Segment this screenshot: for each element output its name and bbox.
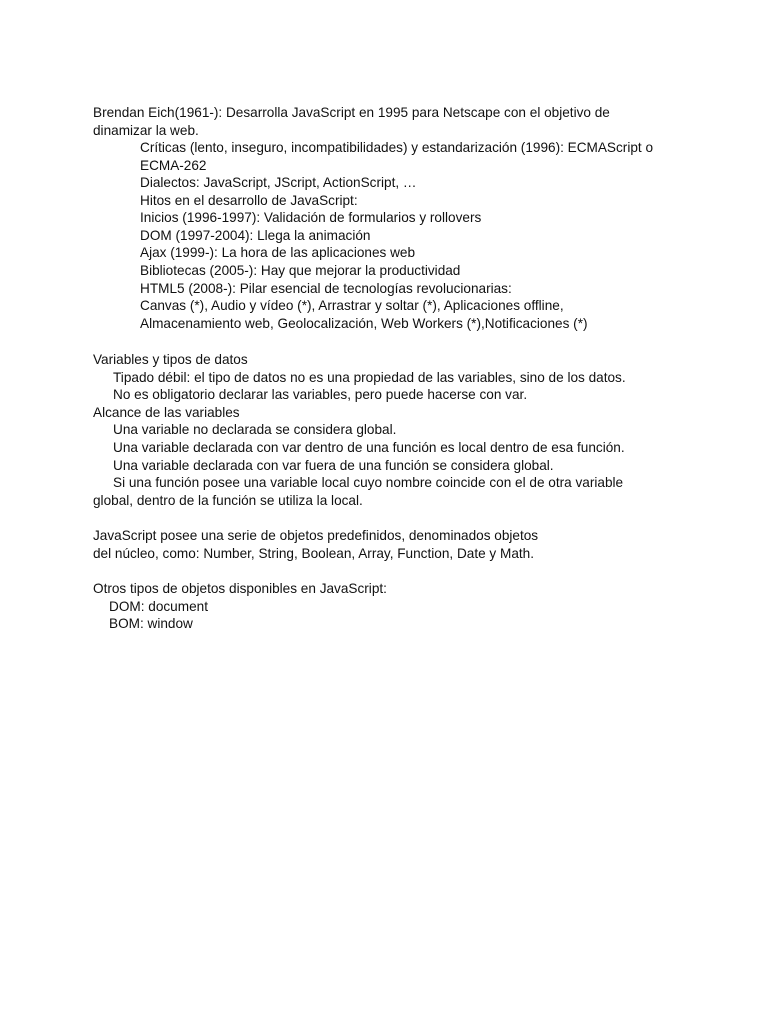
objects-line-1: JavaScript posee una serie de objetos predefinidos, denominados objetos — [93, 528, 539, 543]
history-item-hitos: Hitos en el desarrollo de JavaScript: — [140, 193, 358, 208]
history-item-criticas: Críticas (lento, inseguro, incompatibilidades) y estandarización (1996): ECMAScript o ECMA-262 — [140, 140, 654, 173]
history-item-ajax: Ajax (1999-): La hora de las aplicaciones web — [140, 245, 416, 260]
scope-item-no-declarada: Una variable no declarada se considera global. — [113, 422, 397, 437]
history-item-canvas: Canvas (*), Audio y vídeo (*), Arrastrar y soltar (*), Aplicaciones offline, Almacenamiento web, Geolocalización, Web Workers (*),Notificaciones (*) — [140, 298, 588, 331]
scope-item-coincide: Si una función posee una variable local cuyo nombre coincide con el de otra variable global, dentro de la función se utiliza la local. — [93, 475, 624, 508]
history-item-dom: DOM (1997-2004): Llega la animación — [140, 228, 371, 243]
other-item-dom: DOM: document — [109, 599, 208, 614]
variables-item-declarar: No es obligatorio declarar las variables, pero puede hacerse con var. — [113, 387, 528, 402]
history-item-html5: HTML5 (2008-): Pilar esencial de tecnologías revolucionarias: — [140, 281, 512, 296]
other-objects-heading: Otros tipos de objetos disponibles en JavaScript: — [93, 581, 387, 596]
history-item-dialectos: Dialectos: JavaScript, JScript, ActionScript, … — [140, 175, 417, 190]
scope-item-fuera: Una variable declarada con var fuera de una función se considera global. — [113, 458, 554, 473]
other-item-bom: BOM: window — [109, 616, 193, 631]
scope-heading: Alcance de las variables — [93, 405, 240, 420]
variables-item-tipado: Tipado débil: el tipo de datos no es una propiedad de las variables, sino de los datos. — [113, 370, 626, 385]
scope-item-dentro: Una variable declarada con var dentro de una función es local dentro de esa función. — [113, 440, 625, 455]
history-item-inicios: Inicios (1996-1997): Validación de formularios y rollovers — [140, 210, 482, 225]
history-item-bibliotecas: Bibliotecas (2005-): Hay que mejorar la productividad — [140, 263, 461, 278]
variables-heading: Variables y tipos de datos — [93, 352, 248, 367]
objects-line-2: del núcleo, como: Number, String, Boolean, Array, Function, Date y Math. — [93, 546, 535, 561]
intro-paragraph: Brendan Eich(1961-): Desarrolla JavaScript en 1995 para Netscape con el objetivo de dinamizar la web. — [93, 105, 610, 138]
